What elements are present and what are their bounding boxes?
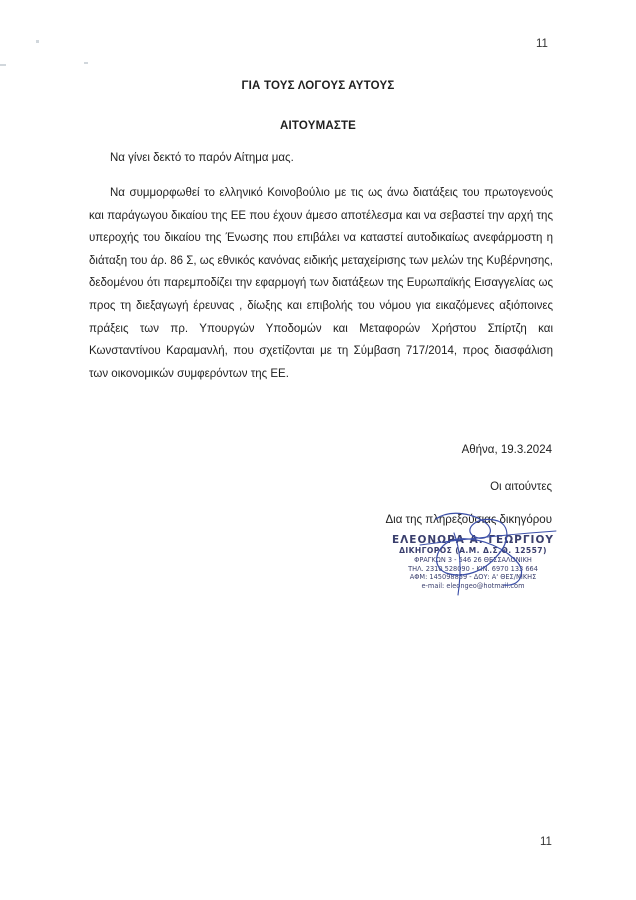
signer-line: Δια της πληρεξούσιας δικηγόρου: [385, 514, 552, 526]
petitioners-line: Οι αιτούντες: [490, 481, 552, 493]
stamp-name: ΕΛΕΟΝΩΡΑ Α. ΓΕΩΡΓΙΟΥ: [392, 534, 554, 546]
request-paragraph: Να συμμορφωθεί το ελληνικό Κοινοβούλιο με τις ως άνω διατάξεις του πρωτογενούς και παράγωγου δικαίου της ΕΕ που έχουν άμεσο αποτέλεσμα και να σεβαστεί την αρχή της υπεροχής του δικαίου της Ένωσης που επιβάλει να καταστεί αυτοδικαίως ανεφάρμοστη η διάταξη του άρ. 86 Σ, ως εθνικός κανόνας ειδικής μεταχείρισης των μελών της Κυβέρνησης, δεδομένου ότι παρεμποδίζει την εφαρμογή των διατάξεων της Ευρωπαϊκής Εισαγγελίας ως προς τη διεξαγωγή έρευνας , δίωξης και επιβολής του νόμου για εικαζόμενες αξιόποινες πράξεις των πρ. Υπουργών Υποδομών και Μεταφορών Χρήστου Σπίρτζη και Κωνσταντίνου Καραμανλή, που σχετίζονται με τη Σύμβαση 717/2014, προς διασφάλιση των οικονομικών συμφερόντων της ΕΕ.: [89, 187, 553, 380]
section-heading: ΓΙΑ ΤΟΥΣ ΛΟΓΟΥΣ ΑΥΤΟΥΣ: [241, 80, 395, 92]
stamp-address: ΦΡΑΓΚΩΝ 3 - 546 26 ΘΕΣΣΑΛΟΝΙΚΗ: [414, 556, 532, 564]
page-number-bottom: 11: [540, 836, 552, 848]
page-number-top: 11: [536, 38, 548, 50]
stamp-phone: ΤΗΛ. 2310 528090 - ΚΙΝ. 6970 133 664: [408, 564, 538, 573]
date-line: Αθήνα, 19.3.2024: [461, 444, 552, 456]
stamp-title: ΔΙΚΗΓΟΡΟΣ (Α.Μ. Δ.Σ.Θ. 12557): [399, 546, 547, 555]
scan-speck: [36, 40, 39, 43]
stamp-email: e-mail: eleongeo@hotmail.com: [421, 581, 525, 590]
request-heading: ΑΙΤΟΥΜΑΣΤΕ: [279, 120, 357, 132]
stamp-tax: ΑΦΜ: 145098859 - ΔΟΥ: Α' ΘΕΣ/ΝΙΚΗΣ: [409, 573, 537, 582]
scan-speck: [0, 64, 6, 66]
lawyer-stamp: [388, 534, 558, 590]
intro-sentence: Να γίνει δεκτό το παρόν Αίτημα μας.: [110, 152, 294, 164]
scan-speck: [84, 62, 88, 64]
